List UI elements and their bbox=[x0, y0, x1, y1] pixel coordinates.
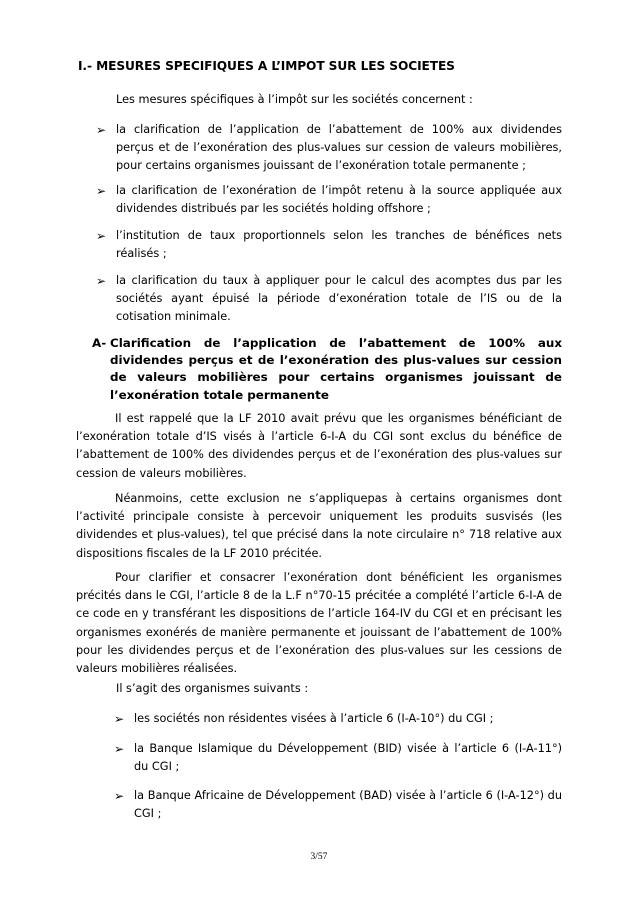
list-item-text: la Banque Islamique du Développement (BID) visée à l’article 6 (I-A-11°) du CGI ; bbox=[134, 742, 562, 774]
list-item bbox=[114, 710, 562, 728]
paragraph: Pour clarifier et consacrer l’exonération dont bénéficient les organismes précités dans le CGI, l’article 8 de la L.F n°70-15 précitée a complété l’article 6-I-A de ce code en y transférant les dispositions de l’article 164-IV du CGI et en précisant les organismes exonérés de manière permanente et jouissant de l’abattement de 100% pour les dividendes perçus et de l’exonération des plus-values sur les cessions de valeurs mobilières réalisées. bbox=[76, 571, 562, 676]
arrow-bullet-icon: ➢ bbox=[114, 742, 125, 756]
arrow-bullet-icon: ➢ bbox=[96, 229, 107, 243]
intro-text: Les mesures spécifiques à l’impôt sur les sociétés concernent : bbox=[116, 93, 473, 106]
paragraph: Néanmoins, cette exclusion ne s’appliquepas à certains organismes dont l’activité principale consiste à percevoir uniquement les produits susvisés (les dividendes et plus-values), tel que précisé dans la note circulaire n° 718 relative aux dispositions fiscales de la LF 2010 précitée. bbox=[76, 492, 562, 560]
list-item-text: l’institution de taux proportionnels selon les tranches de bénéfices nets réalisés ; bbox=[116, 229, 562, 261]
page-number: 3/57 bbox=[310, 852, 328, 862]
organisms-intro: Il s’agit des organismes suivants : bbox=[116, 682, 309, 695]
arrow-bullet-icon: ➢ bbox=[96, 123, 107, 137]
list-item-text: la clarification du taux à appliquer pour le calcul des acomptes dus par les sociétés ayant épuisé la période d’exonération totale de l’IS ou de la cotisation minimale. bbox=[116, 274, 562, 324]
arrow-bullet-icon: ➢ bbox=[96, 274, 107, 288]
list-item-text: les sociétés non résidentes visées à l’article 6 (I-A-10°) du CGI ; bbox=[134, 712, 494, 725]
list-item-text: la clarification de l’exonération de l’impôt retenu à la source appliquée aux dividendes distribués par les sociétés holding offshore ; bbox=[116, 184, 562, 216]
subsection-heading bbox=[92, 335, 562, 404]
subsection-label: A- bbox=[92, 336, 107, 350]
arrow-bullet-icon: ➢ bbox=[114, 712, 125, 726]
arrow-bullet-icon: ➢ bbox=[96, 184, 107, 198]
list-item bbox=[96, 121, 562, 176]
section-title: I.- MESURES SPECIFIQUES A L’IMPOT SUR LES SOCIETES bbox=[78, 59, 455, 73]
list-item bbox=[114, 740, 562, 776]
list-item bbox=[96, 272, 562, 327]
subsection-title: Clarification de l’application de l’abattement de 100% aux dividendes perçus et de l’exonération des plus-values sur cession de valeurs mobilières pour certains organismes jouissant de l’exonération totale permanente bbox=[110, 336, 562, 402]
paragraph: Il est rappelé que la LF 2010 avait prévu que les organismes bénéficiant de l’exonération totale d’IS visés à l’article 6-I-A du CGI sont exclus du bénéfice de l’abattement de 100% des dividendes perçus et de l’exonération des plus-values sur cession de valeurs mobilières. bbox=[76, 412, 562, 480]
list-item bbox=[114, 787, 562, 823]
arrow-bullet-icon: ➢ bbox=[114, 789, 125, 803]
list-item bbox=[96, 227, 562, 263]
list-item-text: la clarification de l’application de l’abattement de 100% aux dividendes perçus et de l’exonération des plus-values sur cession de valeurs mobilières, pour certains organismes jouissant de l’exonération totale permanente ; bbox=[116, 123, 562, 173]
list-item bbox=[96, 182, 562, 218]
list-item-text: la Banque Africaine de Développement (BAD) visée à l’article 6 (I-A-12°) du CGI ; bbox=[134, 789, 562, 821]
